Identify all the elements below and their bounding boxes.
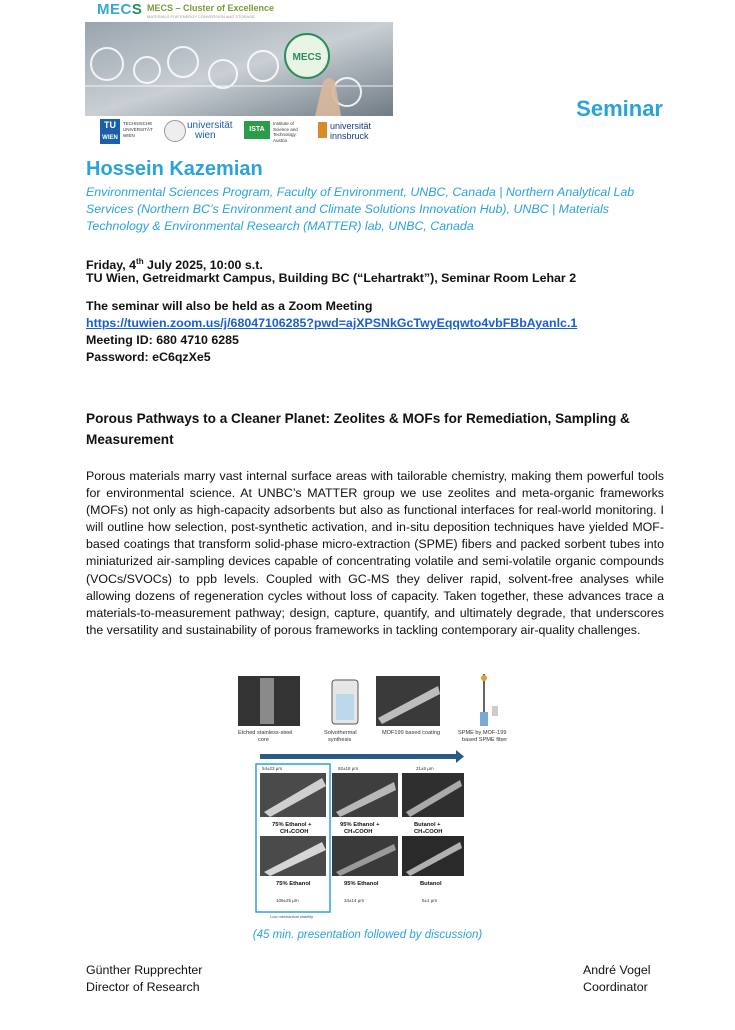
figure-label-step4b: based SPME fiber [462, 737, 508, 743]
director-role: Director of Research [86, 980, 200, 994]
signature-coordinator [583, 962, 651, 996]
event-date: Friday, 4th July 2025, 10:00 s.t. [86, 257, 263, 273]
figure-label-step1: Etched stainless-steel [238, 730, 293, 736]
talk-abstract: Porous materials marry vast internal surface areas with tailorable chemistry, making them powerful tools for environmental science. At UNBC’s MATTER group we use zeolites and meta-organic frameworks (MOFs) not only as high-capacity adsorbents but also as functional interfaces for real-world monitoring. I will outline how selection, post-synthetic activation, and in-situ deposition techniques have yielded MOF-based coatings that transform solid-phase micro-extraction (SPME) fibers and packed sorbent tubes into miniaturized air-sampling devices capable of concentrating volatile and semi-volatile organic compounds (VOCs/SVOCs) to ppb levels. Coupled with GC-MS they deliver rapid, solvent-free analyses while allowing dozens of regeneration cycles without loss of capacity. Taken together, these advances trace a materials-to-measurement pathway; design, capture, quantify, and ultimately degrade, that underscores the versatility and sustainability of porous frameworks in tackling contemporary air-quality challenges. [86, 469, 664, 637]
figure-scale-3: 21±5 μm [416, 766, 434, 771]
figure-scale-4: 106±25 μm [276, 898, 299, 903]
cluster-title: MECS – Cluster of Excellence [147, 3, 275, 13]
figure-label-1: 75% Ethanol + [272, 822, 312, 828]
figure-label-2b: CH₃COOH [344, 829, 373, 835]
speaker-affiliation: Environmental Sciences Program, Faculty of Environment, UNBC, Canada | Northern Analytical Lab Services (Northern BC’s Environment and Climate Solutions Innovation Hub), UNBC | Materials Technology & Environmental Research (MATTER) lab, UNBC, Canada [86, 185, 635, 233]
mecs-logo: MECS [97, 1, 143, 18]
figure-label-3: Butanol + [414, 822, 441, 828]
figure-label-3b: CH₃COOH [414, 829, 443, 835]
figure-label-1b: CH₃COOH [280, 829, 309, 835]
figure-scale-1: 54±23 μm [262, 766, 283, 771]
event-venue: TU Wien, Getreidmarkt Campus, Building BC (“Lehartrakt”), Seminar Room Lehar 2 [86, 271, 577, 285]
figure-mof-spme [236, 672, 514, 920]
partner-logos: TU WIEN TECHNISCHE UNIVERSITÄT WIEN universität wien ISTA Institute of Science and Technology Austria universität innsbruck [100, 119, 390, 145]
zoom-link[interactable]: https://tuwien.zoom.us/j/68047106285?pwd=ajXPSNkGcTwyEqqwto4vbFBbAyanlc.1 [86, 316, 578, 330]
zoom-note: The seminar will also be held as a Zoom Meeting [86, 299, 373, 313]
banner-mecs-badge: MECS [292, 52, 322, 63]
director-name: Günther Rupprechter [86, 963, 203, 977]
meeting-id: Meeting ID: 680 4710 6285 [86, 333, 239, 347]
coordinator-role: Coordinator [583, 980, 648, 994]
banner-header-strip [85, 0, 393, 24]
figure-label-2: 95% Ethanol + [340, 822, 380, 828]
figure-label-step1b: core [258, 737, 269, 743]
figure-label-4: 75% Ethanol [276, 881, 311, 887]
figure-label-step2b: synthesis [328, 737, 352, 743]
figure-scale-6: 5±1 μm [422, 898, 438, 903]
presentation-note: (45 min. presentation followed by discussion) [252, 929, 483, 941]
figure-scale-5: 34±14 μm [344, 898, 365, 903]
figure-label-step4: SPME by MOF-199 [458, 730, 507, 736]
seminar-heading: Seminar [576, 96, 663, 121]
coordinator-name: André Vogel [583, 963, 651, 977]
figure-label-step2: Solvothermal [324, 730, 357, 736]
signature-director [86, 962, 202, 996]
figure-label-step3: MOF199 based coating [382, 730, 441, 736]
figure-label-6: Butanol [420, 881, 442, 887]
talk-title: Porous Pathways to a Cleaner Planet: Zeolites & MOFs for Remediation, Sampling & Measurement [86, 411, 630, 447]
cluster-subtitle: MATERIALS FOR ENERGY CONVERSION AND STORAGE [147, 14, 255, 19]
speaker-name: Hossein Kazemian [86, 158, 263, 180]
figure-footnote: Low mechanical stability [270, 914, 314, 919]
header-banner [85, 0, 393, 116]
meeting-password: Password: eC6qzXe5 [86, 350, 211, 364]
figure-label-5: 95% Ethanol [344, 881, 379, 887]
figure-scale-2: 92±18 μm [338, 766, 359, 771]
banner-image [85, 22, 393, 116]
